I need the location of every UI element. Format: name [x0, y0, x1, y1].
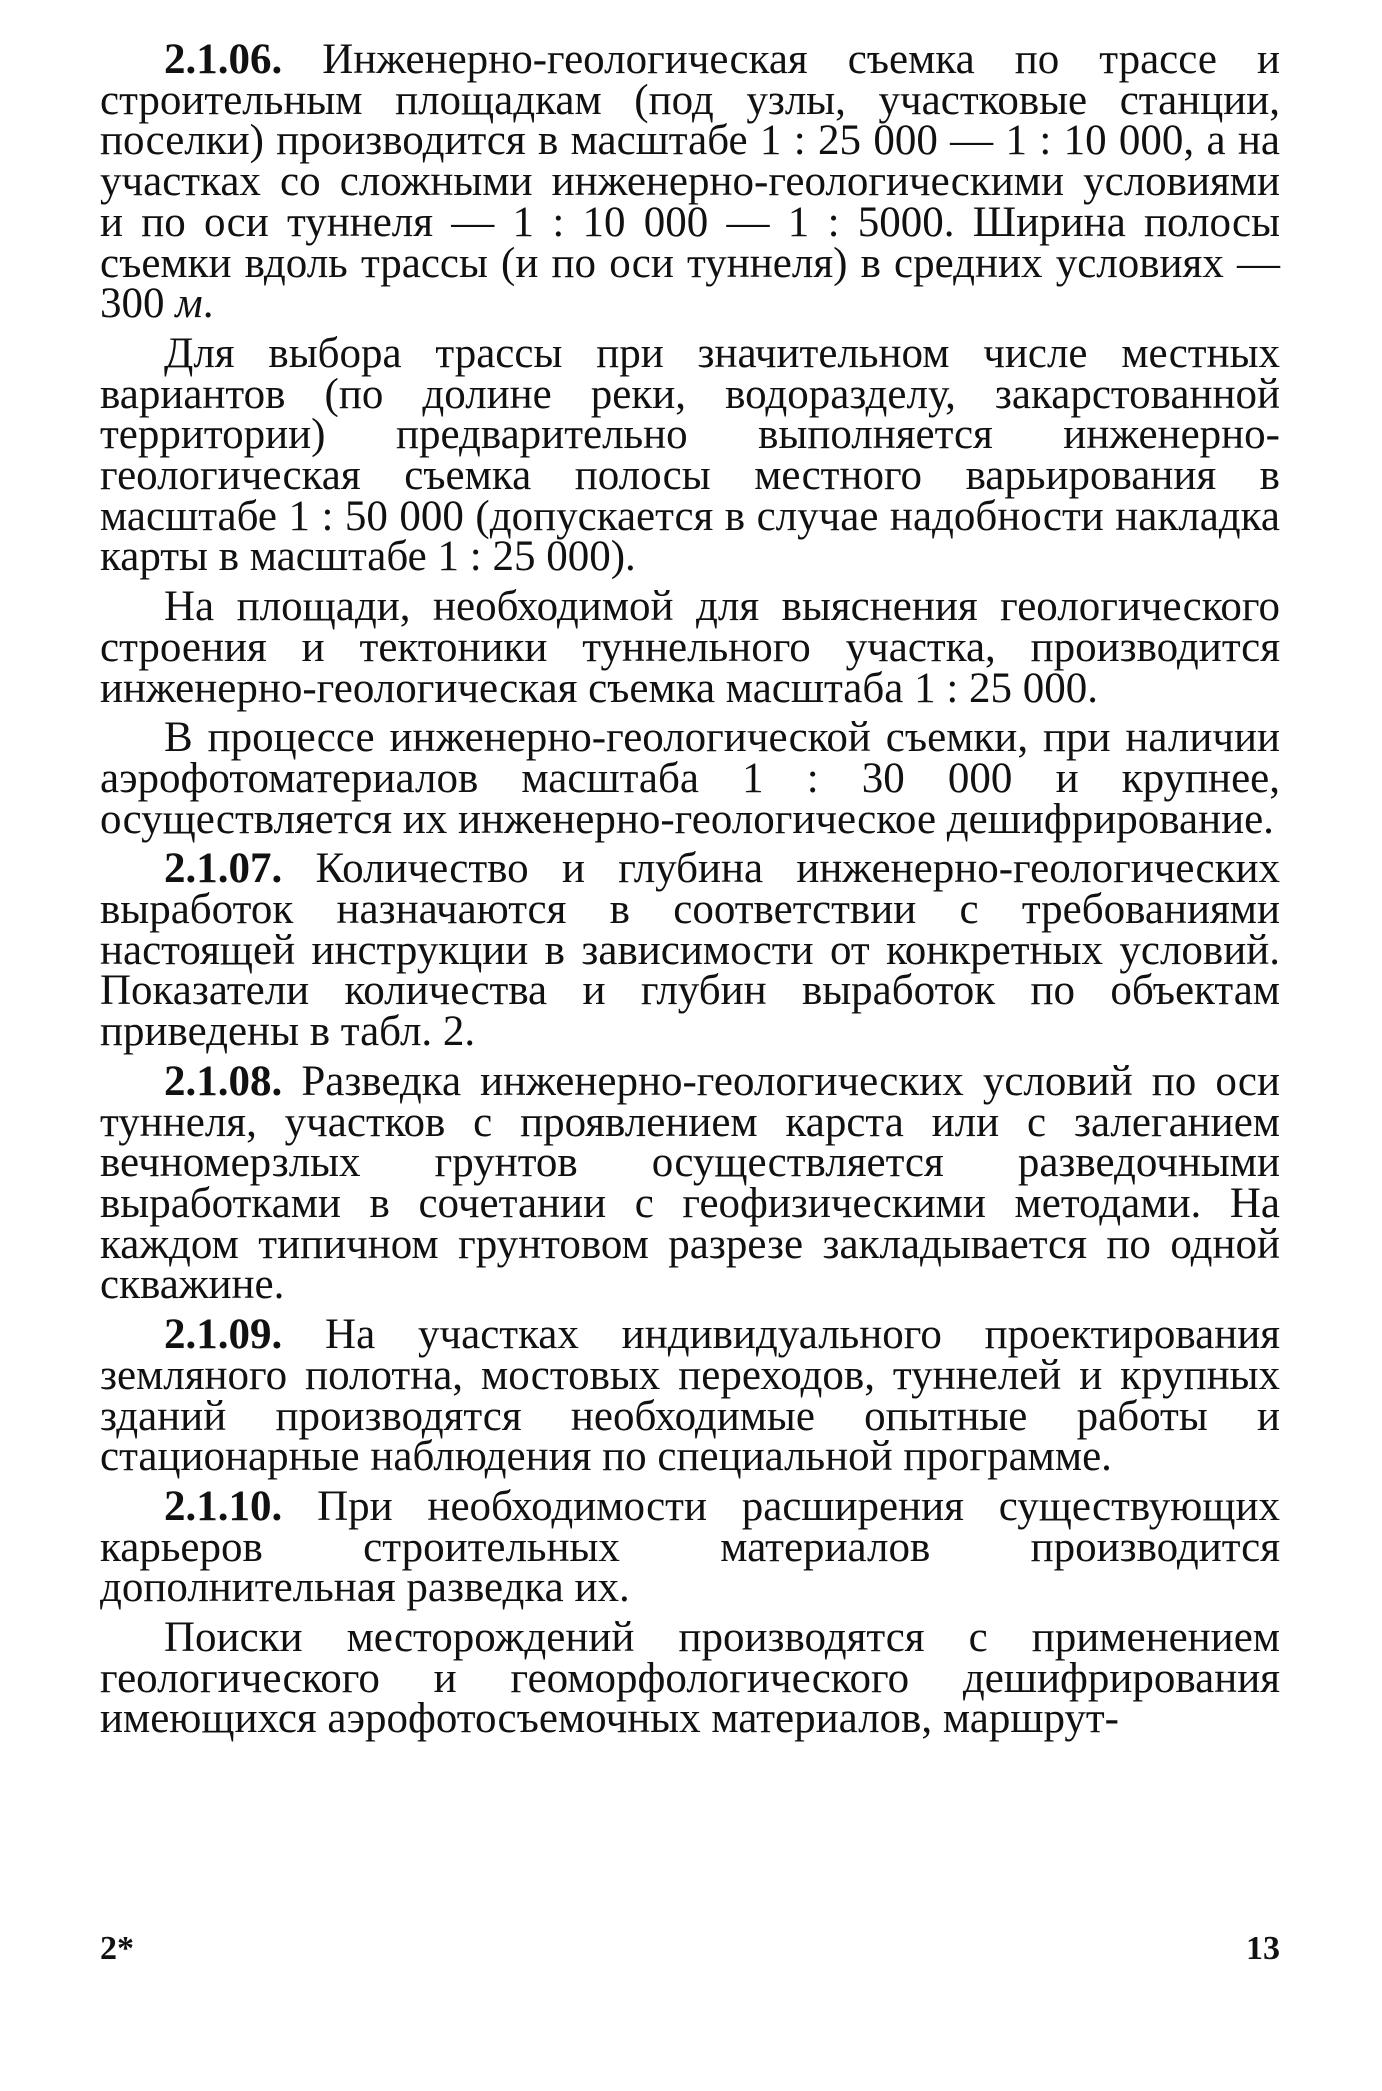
- paragraph-text: Для выбора трассы при значительном числе местных вариантов (по долине реки, водоразделу, закарстованной территории) предварительно выполняется инженерно-геологическая съемка полосы местного варьирования в масштабе 1 : 50 000 (допускается в случае надобности накладка карты в масштабе 1 : 25 000).: [100, 329, 1280, 581]
- paragraph-text: Разведка инженерно-геологических условий по оси туннеля, участков с проявлением карста или с залеганием вечномерзлых грунтов осуществляется разведочными выработками в сочетании с геофизическими методами. На каждом типичном грунтовом разрезе закладывается по одной скважине.: [100, 1057, 1280, 1309]
- paragraph-2-1-08: [100, 1057, 1280, 1309]
- paragraph: [100, 714, 1280, 843]
- paragraph: [100, 1614, 1280, 1743]
- clause-number: 2.1.08.: [164, 1057, 283, 1105]
- paragraph-text: На площади, необходимой для выяснения геологического строения и тектоники туннельного участка, производится инженерно-геологическая съемка масштаба 1 : 25 000.: [100, 583, 1280, 712]
- page-footer: [100, 1930, 1280, 1980]
- paragraph-tail: .: [202, 280, 214, 328]
- paragraph: [100, 583, 1280, 712]
- body-text: [100, 36, 1281, 1749]
- paragraph-text: Количество и глубина инженерно-геологических выработок назначаются в соответствии с требованиями настоящей инструкции в зависимости от конкретных условий. Показатели количества и глубин выработок по объектам приведены в табл. 2.: [100, 845, 1281, 1056]
- paragraph: [100, 329, 1280, 581]
- page-number: 13: [1246, 1930, 1280, 1967]
- paragraph-2-1-07: [100, 845, 1281, 1056]
- clause-number: 2.1.06.: [164, 36, 283, 83]
- paragraph-2-1-09: [100, 1311, 1280, 1481]
- clause-number: 2.1.09.: [164, 1311, 283, 1359]
- unit-label: м: [175, 280, 203, 328]
- paragraph-text: При необходимости расширения существующих карьеров строительных материалов производится дополнительная разведка их.: [100, 1482, 1280, 1612]
- paragraph-2-1-10: [100, 1482, 1280, 1612]
- paragraph-text: В процессе инженерно-геологической съемки, при наличии аэрофотоматериалов масштаба 1 : 30 000 и крупнее, осуществляется их инженерно-геологическое дешифрирование.: [100, 714, 1280, 843]
- clause-number: 2.1.10.: [164, 1482, 283, 1530]
- printer-signature: 2*: [100, 1930, 134, 1967]
- paragraph-text: Инженерно-геологическая съемка по трассе и строительным площадкам (под узлы, участковые станции, поселки) производится в масштабе 1 : 25 000 — 1 : 10 000, а на участках со сложными инженерно-геологическими условиями и по оси туннеля — 1 : 10 000 — 1 : 5000. Ширина полосы съемки вдоль трассы (и по оси туннеля) в средних условиях — 300: [100, 36, 1280, 328]
- paragraph-2-1-06: [100, 36, 1280, 328]
- paragraph-text: Поиски месторождений производятся с применением геологического и геоморфологического дешифрирования имеющихся аэрофотосъемочных материалов, маршрут-: [100, 1614, 1280, 1743]
- clause-number: 2.1.07.: [164, 845, 283, 893]
- paragraph-text: На участках индивидуального проектирования земляного полотна, мостовых переходов, туннелей и крупных зданий производятся необходимые опытные работы и стационарные наблюдения по специальной программе.: [100, 1311, 1280, 1481]
